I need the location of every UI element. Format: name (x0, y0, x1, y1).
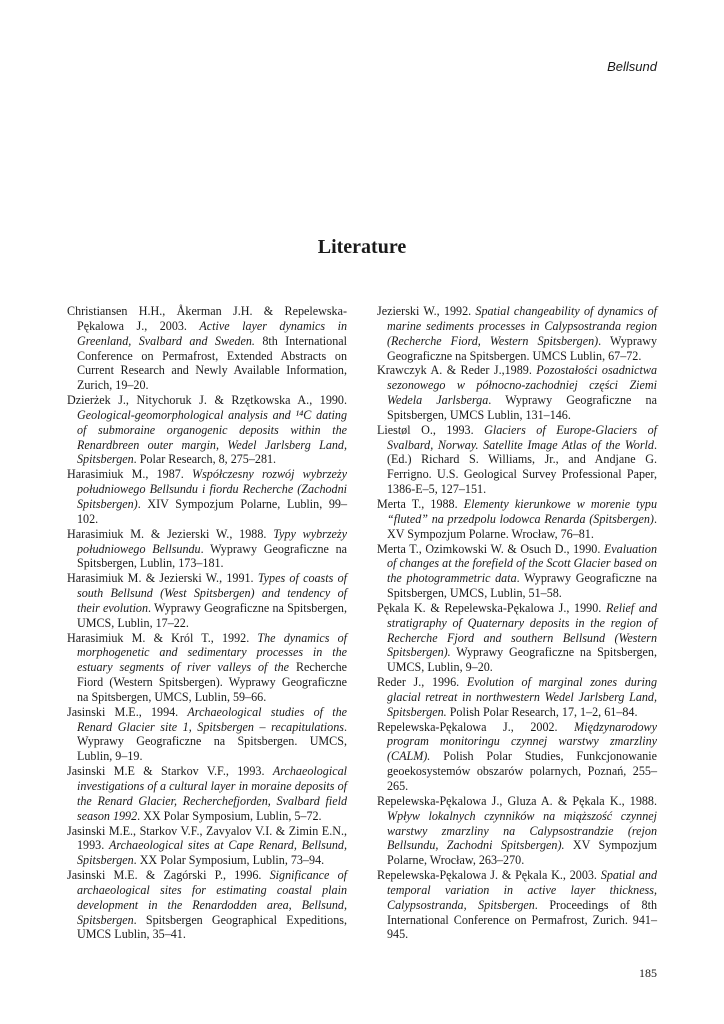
reference-text: Jasinski M.E., Starkov V.F., Zavyalov V.I. & Zimin E.N., 1993. (67, 823, 347, 853)
reference-title: Typy wybrzeży południowego Bellsundu (77, 526, 347, 556)
reference-title: Significance of archaeological sites for estimating coastal plain development in the Renardodden area, Bellsund, Spitsbergen (77, 868, 347, 927)
reference-title: Archaeological studies of the Renard Glacier site 1, Spitsbergen – recapitulations (77, 704, 347, 734)
reference-text: . XV Sympozjum Polarne. Wrocław, 76–81. (387, 511, 657, 541)
reference-title: Geological-geomorphological analysis and ¹⁴C dating of submoraine organogenic deposits within the Renardbreen outer margin, Wedel Jarlsberg Land, Spitsbergen (77, 407, 347, 467)
reference-text: Harasimiuk M. & Król T., 1992. (67, 630, 258, 645)
reference-entry (67, 824, 347, 869)
reference-title: Międzynarodowy program monitoringu czynnej warstwy zmarzliny (CALM). (387, 719, 657, 764)
reference-text: . Proceedings of 8th International Conference on Permafrost, Zurich. 941–945. (387, 897, 657, 942)
reference-text: . Wyprawy Geograficzne na Spitsbergen, UMCS Lublin, 131–146. (387, 393, 657, 422)
reference-entry (377, 423, 657, 497)
reference-text: . XX Polar Symposium, Lublin, 73–94. (133, 853, 325, 868)
references-left-column (67, 304, 347, 942)
reference-title: Relief and stratigraphy of Quaternary deposits in the region of Recherche Fjord and southern Bellsund (Western Spitsbergen). (387, 600, 657, 660)
reference-text: Merta T., 1988. (377, 496, 464, 511)
reference-text: Harasimiuk M., 1987. (67, 467, 192, 482)
reference-text: Wyprawy Geograficzne na Spitsbergen, UMCS, Lublin, 9–20. (387, 645, 657, 675)
reference-text: Recherche Fiord (Western Spitsbergen). Wyprawy Geograficzne na Spitsbergen, UMCS, Lublin, 59–66. (77, 660, 347, 704)
reference-text: Jezierski W., 1992. (377, 304, 476, 318)
reference-text: Repelewska-Pękalowa J., Gluza A. & Pękala K., 1988. (377, 793, 657, 808)
reference-entry (67, 571, 347, 630)
reference-entry (377, 542, 657, 601)
reference-entry (377, 363, 657, 422)
reference-title: Evaluation of changes at the forefield of the Scott Glacier based on the photogrammetric data (387, 541, 657, 586)
reference-entry (377, 497, 657, 542)
reference-text: . Wyprawy Geograficzne na Spitsbergen, UMCS, Lublin, 51–58. (387, 571, 657, 601)
reference-title: Wpływ lokalnych czynników na miąższość czynnej warstwy zmarzliny na Calypsostrandzie (rejon Bellsundu, Zachodni Spitsbergen). (387, 808, 657, 853)
reference-title: Elementy kierunkowe w morenie typu “fluted” na przedpolu lodowca Renarda (Spitsbergen) (387, 496, 657, 526)
reference-entry (67, 527, 347, 572)
running-head: Bellsund (607, 59, 657, 74)
reference-text: Dzierżek J., Nitychoruk J. & Rzętkowska A., 1990. (67, 393, 347, 408)
reference-entry (67, 631, 347, 705)
reference-text: Reder J., 1996. (377, 675, 467, 690)
reference-title: Spatial and temporal variation in active layer thickness, Calypsostranda, Spitsbergen (387, 868, 657, 912)
reference-title: Evolution of marginal zones during glacial retreat in northwestern Wedel Jarlsberg Land, Spitsbergen. (387, 675, 657, 719)
reference-title: Glaciers of Europe-Glaciers of Svalbard, Norway. Satellite Image Atlas of the World (387, 422, 657, 452)
reference-text: . Wyprawy Geograficzne na Spitsbergen, UMCS, Lublin, 17–22. (77, 600, 347, 630)
reference-entry (67, 764, 347, 823)
reference-text: . XX Polar Symposium, Lublin, 5–72. (137, 808, 322, 823)
reference-title: Archaeological investigations of a cultural layer in moraine deposits of the Renard Glacier, Recherchefjorden, Svalbard field season 1992 (77, 764, 347, 823)
reference-text: . Wyprawy Geograficzne na Spitsbergen, Lublin, 173–181. (77, 541, 347, 571)
reference-text: 8th International Conference on Permafrost, Extended Abstracts on Current Research and Newly Available Information, Zurich, 19–20. (77, 333, 347, 393)
reference-text: . Wyprawy Geograficzne na Spitsbergen. UMCS Lublin, 67–72. (387, 333, 657, 363)
reference-entry (377, 868, 657, 942)
section-title: Literature (317, 236, 407, 258)
reference-text: Jasinski M.E & Starkov V.F., 1993. (67, 764, 273, 779)
reference-title: Types of coasts of south Bellsund (West Spitsbergen) and tendency of their evolution (77, 571, 347, 615)
reference-text: Harasimiuk M. & Jezierski W., 1988. (67, 526, 274, 541)
reference-entry (377, 601, 657, 675)
reference-text: Pękala K. & Repelewska-Pękalowa J., 1990. (377, 600, 606, 615)
reference-entry (67, 868, 347, 942)
page-number: 185 (639, 966, 657, 980)
reference-entry (67, 304, 347, 393)
reference-title: Archaeological sites at Cape Renard, Bellsund, Spitsbergen (77, 838, 347, 868)
reference-text: Repelewska-Pękalowa J. & Pękala K., 2003. (377, 868, 601, 883)
reference-text: Polish Polar Research, 17, 1–2, 61–84. (446, 704, 638, 719)
reference-text: Polish Polar Studies, Funkcjonowanie geoekosystemów obszarów polarnych, Poznań, 255–265. (387, 749, 657, 793)
reference-text: Repelewska-Pękalowa J., 2002. (377, 719, 575, 734)
reference-text: . Spitsbergen Geographical Expeditions, UMCS Lublin, 35–41. (77, 912, 347, 942)
reference-text: Christiansen H.H., Åkerman J.H. & Repelewska-Pękalowa J., 2003. (67, 304, 347, 333)
reference-text: . Polar Research, 8, 275–281. (133, 452, 277, 467)
reference-text: Jasinski M.E. & Zagórski P., 1996. (67, 868, 270, 883)
reference-entry (67, 467, 347, 526)
reference-title: Active layer dynamics in Greenland, Svalbard and Sweden. (77, 318, 347, 348)
reference-title: Pozostałości osadnictwa sezonowego w północno-zachodniej części Ziemi Wedela Jarlsberga (387, 363, 657, 408)
reference-entry (377, 675, 657, 720)
reference-entry (377, 720, 657, 794)
reference-entry (377, 794, 657, 868)
reference-text: . XIV Sympozjum Polarne, Lublin, 99–102. (77, 496, 347, 526)
reference-text: Liestøl O., 1993. (377, 422, 485, 437)
reference-text: Harasimiuk M. & Jezierski W., 1991. (67, 571, 258, 586)
reference-text: . (Ed.) Richard S. Williams, Jr., and Andjane G. Ferrigno. U.S. Geological Survey Professional Paper, 1386-E–5, 127–151. (387, 437, 657, 497)
reference-text: XV Sympozjum Polarne, Wrocław, 263–270. (387, 838, 657, 868)
reference-title: Współczesny rozwój wybrzeży południowego Bellsundu i fiordu Recherche (Zachodni Spitsbergen) (77, 467, 347, 511)
reference-text: Merta T., Ozimkowski W. & Osuch D., 1990. (377, 541, 604, 556)
reference-title: The dynamics of morphogenetic and sedimentary processes in the estuary segments of river valleys of the (77, 630, 347, 675)
reference-entry (67, 705, 347, 764)
reference-title: Spatial changeability of dynamics of marine sediments processes in Calypsostranda region (Recherche Fiord, Western Spitsbergen) (387, 304, 657, 348)
reference-text: Krawczyk A. & Reder J.,1989. (377, 363, 537, 378)
reference-text: . Wyprawy Geograficzne na Spitsbergen. UMCS, Lublin, 9–19. (77, 719, 347, 764)
reference-text: Jasinski M.E., 1994. (67, 704, 188, 719)
reference-entry (67, 393, 347, 467)
reference-entry (377, 304, 657, 363)
references-right-column (377, 304, 657, 942)
